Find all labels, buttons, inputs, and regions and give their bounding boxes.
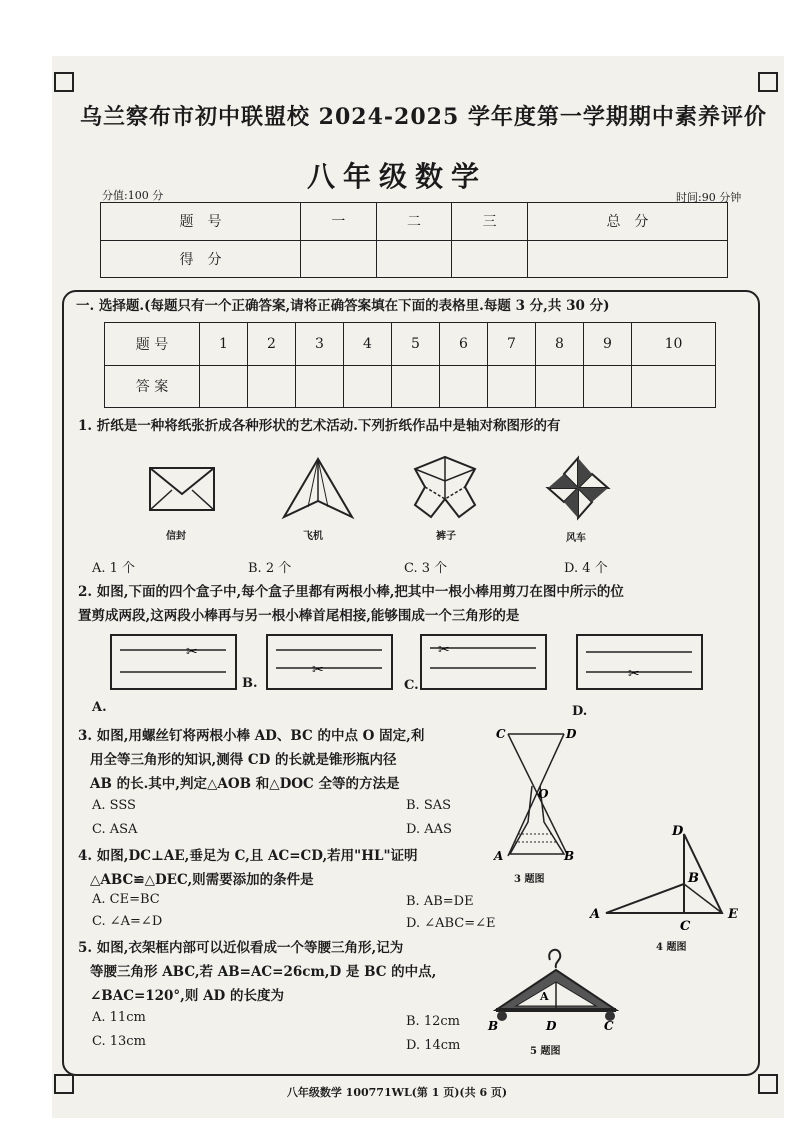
q3-stem-line3: AB 的长.其中,判定△AOB 和△DOC 全等的方法是 [90,776,400,792]
q3-label-d: D [566,727,577,741]
box-c-figure [420,634,548,692]
q5-option-b[interactable]: B. 12cm [406,1014,460,1029]
score-input-cell[interactable] [452,240,528,278]
q5-caption: 5 题图 [530,1046,561,1057]
q5-hanger-figure [484,944,628,1040]
q3-option-a[interactable]: A. SSS [92,798,136,813]
q1-option-c[interactable]: C. 3 个 [404,561,448,576]
score-header-cell: 题 号 [101,203,301,241]
score-header-cell: 一 [301,203,377,241]
question-number: 9 [584,323,632,366]
score-header-cell: 二 [376,203,452,241]
section1-heading: 一. 选择题.(每题只有一个正确答案,请将正确答案填在下面的表格里.每题 3 分,共 30 分) [76,298,610,314]
q4-option-d[interactable]: D. ∠ABC=∠E [406,916,496,931]
q1-option-d[interactable]: D. 4 个 [564,561,608,576]
q4-label-e: E [728,907,738,922]
corner-mark [54,72,74,92]
pants-figure [405,455,485,525]
q5-option-a[interactable]: A. 11cm [92,1010,146,1025]
q4-option-a[interactable]: A. CE=BC [92,892,160,907]
box-d-figure [576,634,704,692]
answer-cell[interactable] [248,365,296,408]
answer-table-label: 题 号 [105,323,200,366]
q2-option-c[interactable]: C. [404,678,419,693]
question-number: 4 [344,323,392,366]
score-table [100,202,728,278]
question-number: 7 [488,323,536,366]
q3-option-b[interactable]: B. SAS [406,798,452,813]
q5-label-a: A [540,990,549,1003]
q5-option-c[interactable]: C. 13cm [92,1034,146,1049]
q5-label-d: D [546,1019,557,1033]
q2-stem-line2: 置剪成两段,这两段小棒再与另一根小棒首尾相接,能够围成一个三角形的是 [78,608,520,624]
q4-option-b[interactable]: B. AB=DE [406,894,474,909]
answer-cell[interactable] [488,365,536,408]
svg-text:✂: ✂ [186,644,198,660]
q5-stem-line1: 5. 如图,衣架框内部可以近似看成一个等腰三角形,记为 [78,940,404,956]
pants-caption: 裤子 [436,531,456,542]
subject-title: 八年级数学 [306,160,487,193]
q4-label-b: B [688,871,699,886]
q2-option-d[interactable]: D. [572,704,588,719]
q3-label-a: A [494,849,504,863]
q4-option-c[interactable]: C. ∠A=∠D [92,914,163,929]
q3-stem-line1: 3. 如图,用螺丝钉将两根小棒 AD、BC 的中点 O 固定,利 [78,728,425,744]
q3-label-b: B [564,849,575,863]
q5-label-b: B [488,1019,499,1033]
answer-cell[interactable] [632,365,716,408]
q3-option-d[interactable]: D. AAS [406,822,452,837]
score-header-cell: 总 分 [527,203,727,241]
q4-stem-line2: △ABC≌△DEC,则需要添加的条件是 [90,872,314,888]
box-a-figure [110,634,238,692]
q4-stem-line1: 4. 如图,DC⊥AE,垂足为 C,且 AC=CD,若用"HL"证明 [78,848,418,864]
q3-caption: 3 题图 [514,874,545,885]
answer-cell[interactable] [344,365,392,408]
q2-option-a[interactable]: A. [92,700,107,715]
q3-figure [492,726,588,866]
q1-stem: 1. 折纸是一种将纸张折成各种形状的艺术活动.下列折纸作品中是轴对称图形的有 [78,418,561,434]
question-number: 2 [248,323,296,366]
score-header-cell: 三 [452,203,528,241]
answer-cell[interactable] [584,365,632,408]
q3-option-c[interactable]: C. ASA [92,822,138,837]
q5-stem-line2: 等腰三角形 ABC,若 AB=AC=26cm,D 是 BC 的中点, [90,964,437,980]
score-input-cell[interactable] [527,240,727,278]
q3-label-c: C [496,727,506,741]
page-footer: 八年级数学 100771WL(第 1 页)(共 6 页) [286,1086,508,1099]
answer-cell[interactable] [440,365,488,408]
question-number: 1 [200,323,248,366]
pinwheel-figure [538,452,618,527]
q3-stem-line2: 用全等三角形的知识,测得 CD 的长就是锥形瓶内径 [90,752,397,768]
envelope-figure [140,460,230,520]
q1-option-b[interactable]: B. 2 个 [248,561,292,576]
answer-cell[interactable] [296,365,344,408]
airplane-figure [278,455,358,525]
q4-caption: 4 题图 [656,942,687,953]
airplane-caption: 飞机 [303,531,323,542]
q5-option-d[interactable]: D. 14cm [406,1038,461,1053]
q4-label-a: A [590,907,601,922]
question-number: 5 [392,323,440,366]
box-b-figure [266,634,394,692]
svg-text:✂: ✂ [628,666,640,682]
q4-label-c: C [680,919,691,932]
answer-row-label: 答 案 [105,365,200,408]
q5-stem-line3: ∠BAC=120°,则 AD 的长度为 [90,988,284,1004]
svg-text:✂: ✂ [438,642,450,658]
score-row-label: 得 分 [101,240,301,278]
score-input-cell[interactable] [301,240,377,278]
answer-cell[interactable] [536,365,584,408]
q2-option-b[interactable]: B. [242,676,258,691]
answer-cell[interactable] [200,365,248,408]
envelope-caption: 信封 [166,531,186,542]
exam-title: 乌兰察布市初中联盟校 2024-2025 学年度第一学期期中素养评价 [80,104,767,130]
q2-stem-line1: 2. 如图,下面的四个盒子中,每个盒子里都有两根小棒,把其中一根小棒用剪刀在图中所示的位 [78,584,624,600]
q1-option-a[interactable]: A. 1 个 [92,561,136,576]
question-number: 10 [632,323,716,366]
answer-table [104,322,716,408]
answer-cell[interactable] [392,365,440,408]
q4-label-d: D [672,824,684,839]
q3-label-o: O [538,787,549,801]
corner-mark [758,72,778,92]
question-number: 6 [440,323,488,366]
svg-text:✂: ✂ [312,662,324,678]
question-number: 3 [296,323,344,366]
score-total: 分值:100 分 [102,189,164,202]
score-input-cell[interactable] [376,240,452,278]
pinwheel-caption: 风车 [566,533,586,544]
time-limit: 时间:90 分钟 [676,191,742,204]
q4-figure [586,820,746,932]
q5-label-c: C [604,1019,614,1033]
question-number: 8 [536,323,584,366]
